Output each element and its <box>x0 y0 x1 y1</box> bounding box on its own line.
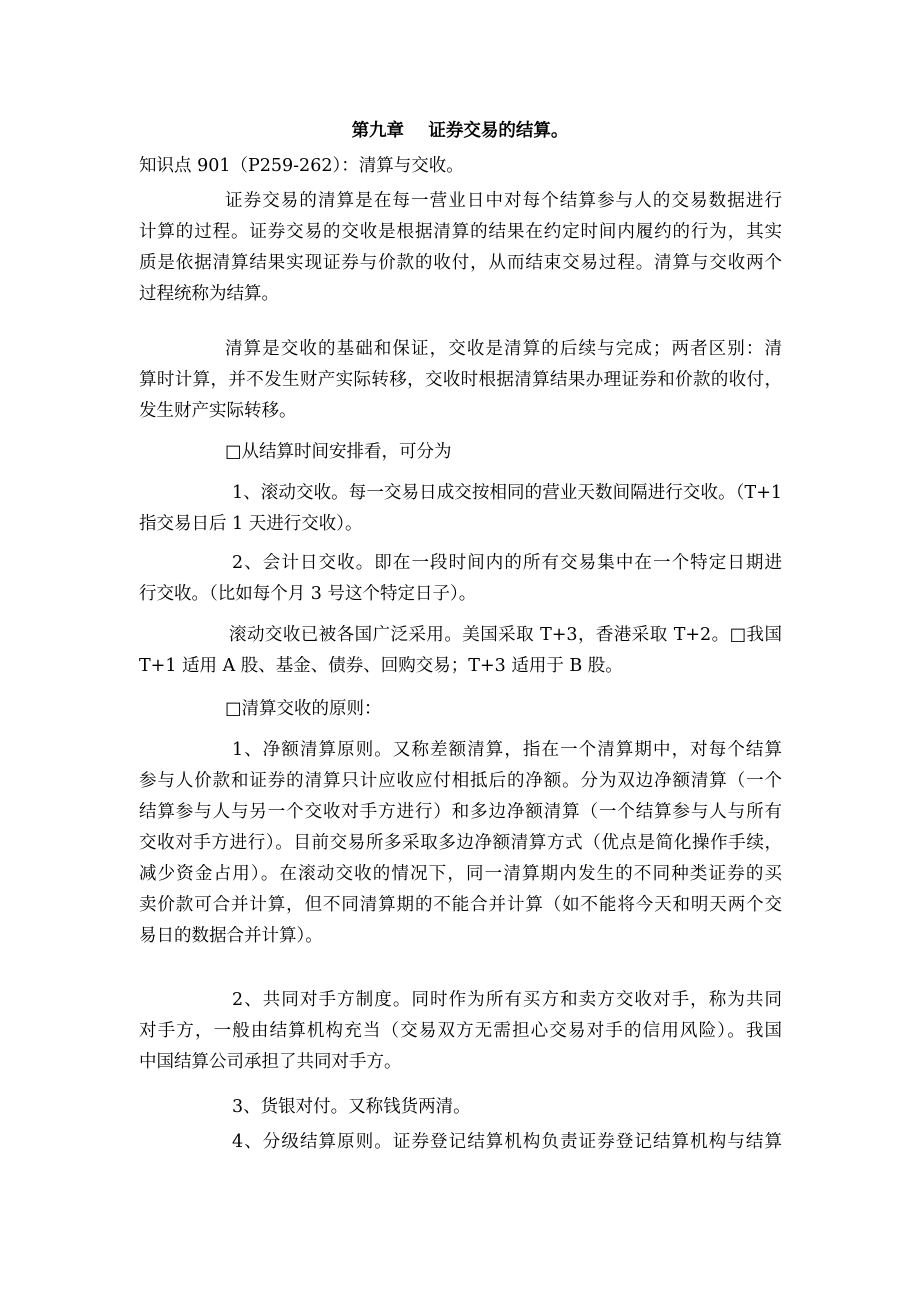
paragraph-line: 过程统称为结算。 <box>139 284 279 304</box>
paragraph-line: 中国结算公司承担了共同对手方。 <box>139 1052 402 1072</box>
paragraph-accounting-day-settlement <box>139 548 782 610</box>
paragraph-line: 3、货银对付。又称钱货两清。 <box>232 1097 471 1117</box>
paragraph-line: 2、会计日交收。即在一段时间内的所有交易集中在一个特定日期进 <box>232 553 782 573</box>
paragraph-rolling-adoption <box>139 620 782 682</box>
paragraph-timing-heading <box>139 437 782 468</box>
paragraph-line: 计算的过程。证券交易的交收是根据清算的结果在约定时间内履约的行为，其实 <box>139 222 782 242</box>
paragraph-rolling-settlement <box>139 478 782 540</box>
paragraph-line: 质是依据清算结果实现证券与价款的收付，从而结束交易过程。清算与交收两个 <box>139 253 782 273</box>
paragraph-line: 1、净额清算原则。又称差额清算，指在一个清算期中，对每个结算 <box>232 740 782 760</box>
paragraph-line: 滚动交收已被各国广泛采用。美国采取 T+3，香港采取 T+2。□我国 <box>229 625 782 645</box>
knowledge-point-heading: 知识点 901（P259-262）：清算与交收。 <box>139 156 464 176</box>
paragraph-line: 结算参与人与另一个交收对手方进行）和多边净额清算（一个结算参与人与所有 <box>139 802 782 822</box>
paragraph-line: 卖价款可合并计算，但不同清算期的不能合并计算（如不能将今天和明天两个交 <box>139 895 782 915</box>
paragraph-clearing-vs-delivery <box>139 334 782 427</box>
paragraph-line: T+1 适用 A 股、基金、债券、回购交易；T+3 适用于 B 股。 <box>139 656 623 676</box>
paragraph-line: 对手方，一般由结算机构充当（交易双方无需担心交易对手的信用风险）。我国 <box>139 1021 782 1041</box>
paragraph-central-counterparty <box>139 985 782 1078</box>
paragraph-line: 4、分级结算原则。证券登记结算机构负责证券登记结算机构与结算 <box>232 1132 782 1152</box>
paragraph-dvp <box>139 1092 782 1123</box>
paragraph-line: 交收对手方进行）。目前交易所多采取多边净额清算方式（优点是简化操作手续， <box>139 833 782 853</box>
paragraph-line: 证券交易的清算是在每一营业日中对每个结算参与人的交易数据进行 <box>225 191 782 211</box>
paragraph-clearing-settlement-definition <box>139 186 782 310</box>
paragraph-line: 算时计算，并不发生财产实际转移，交收时根据清算结果办理证券和价款的收付， <box>139 370 782 390</box>
paragraph-line: □清算交收的原则： <box>225 699 382 719</box>
chapter-title: 第九章 证券交易的结算。 <box>351 121 569 141</box>
paragraph-line: 行交收。（比如每个月 3 号这个特定日子）。 <box>139 584 477 604</box>
paragraph-net-clearing <box>139 735 782 952</box>
paragraph-line: 易日的数据合并计算）。 <box>139 926 323 946</box>
paragraph-line: 清算是交收的基础和保证，交收是清算的后续与完成；两者区别：清 <box>225 339 782 359</box>
paragraph-line: □从结算时间安排看，可分为 <box>225 442 452 462</box>
paragraph-line: 指交易日后 1 天进行交收）。 <box>139 514 363 534</box>
paragraph-line: 2、共同对手方制度。同时作为所有买方和卖方交收对手，称为共同 <box>232 990 782 1010</box>
paragraph-line: 参与人价款和证券的清算只计应收应付相抵后的净额。分为双边净额清算（一个 <box>139 771 782 791</box>
paragraph-line: 1、滚动交收。每一交易日成交按相同的营业天数间隔进行交收。（T+1 <box>232 483 782 503</box>
paragraph-line: 发生财产实际转移。 <box>139 401 297 421</box>
paragraph-line: 减少资金占用）。在滚动交收的情况下，同一清算期内发生的不同种类证券的买 <box>139 864 782 884</box>
paragraph-tiered-settlement <box>139 1127 782 1158</box>
paragraph-principles-heading <box>139 694 782 725</box>
